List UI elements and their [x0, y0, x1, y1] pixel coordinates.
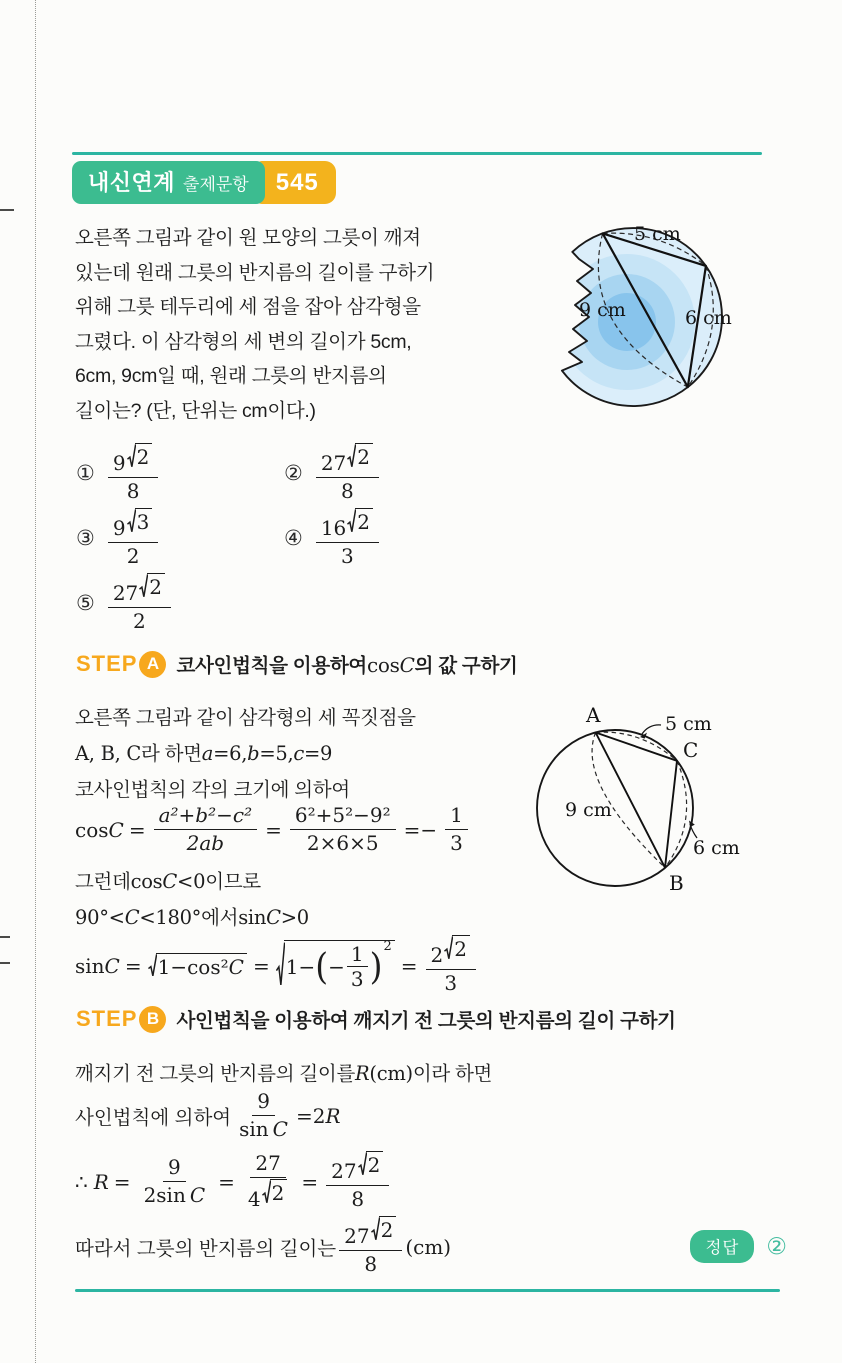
problem-header: [72, 161, 336, 204]
denominator: 2: [126, 544, 140, 568]
step-b-heading: [76, 1005, 676, 1033]
problem-line: 오른쪽 그림과 같이 원 모양의 그릇이 깨져: [75, 227, 421, 249]
step-a-title: 코사인법칙을 이용하여 cos C 의 값 구하기: [176, 653, 518, 677]
problem-line: 그렸다. 이 삼각형의 세 변의 길이가 5cm,: [75, 330, 412, 353]
superscript: 2: [383, 939, 392, 954]
step-word: STEP: [76, 1006, 138, 1031]
coefficient: 9: [112, 451, 126, 475]
square-root: [347, 443, 373, 470]
coefficient: 9: [112, 516, 126, 540]
leader-5cm: [642, 725, 661, 734]
square-root: [127, 443, 153, 470]
problem-number-badge: 545: [256, 161, 336, 204]
top-rule: [72, 152, 762, 155]
fraction: [108, 572, 171, 635]
fraction: $\frac{1}{3}$: [347, 942, 368, 991]
square-root: 2: [262, 1179, 288, 1206]
fraction: $\frac{1}{3}$: [445, 802, 468, 857]
square-root: 2: [371, 1216, 397, 1243]
choice-marker: ②: [284, 462, 303, 485]
step-a-line3: 코사인법칙의 각의 크기에 의하여: [75, 779, 350, 801]
square-root: [347, 508, 373, 535]
sine-law-line: 사인법칙에 의하여 9 sin C =2 R: [75, 1089, 341, 1141]
step-a-line4: 그런데 cos C <0 이므로: [75, 870, 261, 893]
fraction: [316, 442, 379, 505]
radicand: 2: [147, 573, 165, 600]
denominator: 2: [133, 609, 146, 633]
fraction: [108, 442, 158, 505]
fraction: $\frac{\text{6²+5²−9²}}{2\times 6\times 5}$: [290, 802, 396, 857]
square-root: 2: [444, 935, 470, 962]
answer-choices: [76, 441, 492, 636]
choice-marker: ⑤: [76, 592, 95, 615]
problem-line: 위해 그릇 테두리에 세 점을 잡아 삼각형을: [75, 296, 421, 319]
denominator: 8: [341, 479, 354, 503]
fraction: 9 sin C: [239, 1089, 288, 1141]
side-label-6cm: 6 cm: [685, 307, 732, 329]
choice-marker: ④: [284, 527, 303, 550]
denominator: 3: [341, 544, 354, 568]
cosine-law-formula: cos C = $\frac{\text{a²+b²−c²}}{2ab}$ = $\frac{\text{6²+5²−9²}}{2\times 6\times 5}$ =− $\frac{1}{3}$: [75, 802, 471, 857]
circumscribed-circle: [537, 730, 693, 886]
bowl-rings: [559, 254, 695, 390]
radicand: 3: [135, 508, 153, 535]
step-word: STEP: [76, 651, 138, 676]
fraction: 9 2 sin C: [143, 1155, 206, 1207]
unit-label: (cm): [405, 1234, 452, 1259]
choice-option-3: [76, 506, 284, 571]
coefficient: 16: [320, 516, 347, 540]
fraction: [108, 507, 158, 570]
conclusion-text: 따라서 그릇의 반지름의 길이는: [75, 1237, 337, 1260]
series-brand-label: 내신연계: [88, 170, 176, 195]
margin-tick: [0, 962, 10, 964]
step-a-line1: 오른쪽 그림과 같이 삼각형의 세 꼭짓점을: [75, 707, 416, 729]
fraction: 27 2 8: [326, 1150, 389, 1213]
choice-option-2: [284, 441, 492, 506]
square-root: 2: [358, 1151, 384, 1178]
margin-tick: [0, 936, 10, 938]
step-b-title: 사인법칙을 이용하여 깨지기 전 그릇의 반지름의 길이 구하기: [176, 1010, 676, 1032]
choice-option-5: [76, 571, 284, 636]
square-root: [139, 573, 165, 600]
math-cos: cos: [366, 653, 400, 677]
right-paren: ): [369, 944, 383, 988]
choice-marker: ①: [76, 462, 95, 485]
fraction: 2 2 3: [426, 934, 476, 997]
problem-line: 있는데 원래 그릇의 반지름의 길이를 구하기: [75, 261, 435, 284]
square-root: 1−cos² C: [148, 953, 247, 979]
coefficient: 27: [112, 581, 139, 605]
choice-option-4: [284, 506, 492, 571]
conclusion-row: [75, 1215, 787, 1278]
fraction: 27 2 8: [339, 1215, 402, 1278]
problem-statement: [75, 221, 434, 429]
answer-badge: 정답: [690, 1230, 754, 1263]
margin-tick: [0, 209, 14, 211]
radius-formula: ∴ R = 9 2 sin C = 27 4 2 = 27 2 8: [75, 1150, 392, 1213]
broken-bowl-figure: [527, 214, 772, 416]
fraction: $\frac{\text{a²+b²−c²}}{2ab}$: [154, 802, 258, 857]
step-a-badge: A: [139, 651, 166, 678]
radicand: 2: [135, 443, 153, 470]
radicand: 2: [355, 508, 373, 535]
problem-line: 길이는? (단, 단위는 cm이다.): [75, 399, 316, 422]
step-b-badge: B: [139, 1006, 166, 1033]
left-paren: (: [315, 944, 329, 988]
side-label-5cm: 5 cm: [665, 713, 712, 735]
vertex-label-a: A: [586, 703, 601, 727]
square-root: [127, 508, 153, 535]
step-b-line1: 깨지기 전 그릇의 반지름의 길이를 R (cm) 이라 하면: [75, 1062, 493, 1085]
denominator: 8: [126, 479, 140, 503]
math-var-c: C: [399, 653, 415, 677]
answer-number: ②: [766, 1233, 787, 1259]
choice-option-1: [76, 441, 284, 506]
step-a-line2: A, B, C 라 하면 a =6, b =5, c =9: [75, 742, 333, 765]
square-root: 1− ( − $\frac{1}{3}$ ) 2: [276, 940, 395, 991]
coefficient: 27: [320, 451, 347, 475]
step-a-line5: 90°< C <180° 에서 sin C >0: [75, 906, 309, 929]
sine-value-formula: sin C = 1−cos² C = 1− ( − $\frac{1}{3}$ ) 2 = 2 2 3: [75, 934, 479, 997]
series-category-label: 출제문항: [183, 175, 249, 194]
series-badge: [72, 161, 265, 204]
step-a-heading: [76, 650, 518, 678]
problem-line: 6cm, 9cm일 때, 원래 그릇의 반지름의: [75, 365, 387, 388]
side-label-5cm: 5 cm: [634, 223, 681, 245]
binding-dotted-line: [35, 0, 36, 1363]
side-label-9cm: 9 cm: [579, 299, 626, 321]
vertex-label-c: C: [683, 738, 699, 762]
vertex-label-b: B: [669, 871, 684, 895]
side-label-6cm: 6 cm: [693, 837, 740, 859]
fraction: [316, 507, 379, 570]
fraction: 27 4 2: [243, 1150, 293, 1213]
radicand: 2: [355, 443, 373, 470]
choice-marker: ③: [76, 527, 95, 550]
side-label-9cm: 9 cm: [565, 799, 612, 821]
bottom-rule: [75, 1289, 780, 1292]
circle-triangle-figure: [533, 696, 751, 906]
